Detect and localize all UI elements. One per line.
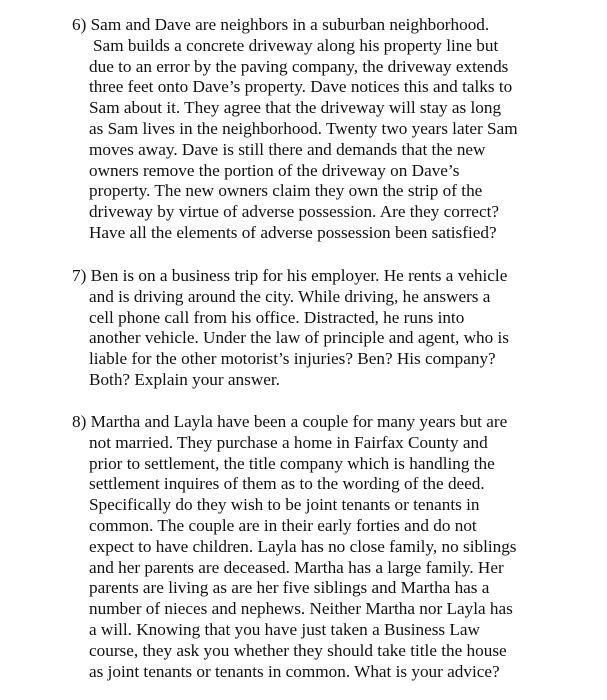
question-6-line-7: moves away. Dave is still there and demands that the new: [89, 139, 486, 159]
question-8-line-5: Specifically do they wish to be joint tenants or tenants in: [89, 495, 480, 515]
question-7-number: 7): [72, 266, 87, 285]
question-7-line-5: liable for the other motorist’s injuries? Ben? His company?: [89, 349, 496, 369]
question-7-line-3: cell phone call from his office. Distracted, he runs into: [89, 307, 465, 327]
question-7-line-2: and is driving around the city. While driving, he answers a: [89, 286, 491, 306]
question-8-line-8: and her parents are deceased. Martha has a large family. Her: [89, 557, 504, 577]
question-6-line-3: due to an error by the paving company, the driveway extends: [89, 56, 509, 76]
question-6-line-5: Sam about it. They agree that the driveway will stay as long: [89, 98, 502, 118]
question-8-line-9: parents are living as are her five siblings and Martha has a: [89, 578, 490, 598]
question-6-line-11: Have all the elements of adverse possession been satisfied?: [89, 222, 497, 242]
question-7: [72, 266, 552, 391]
question-6-line-2: Sam builds a concrete driveway along his property line but: [93, 35, 499, 55]
question-8-line-12: course, they ask you whether they should take title the house: [89, 640, 507, 660]
question-8-line-4: settlement inquires of them as to the wording of the deed.: [89, 474, 485, 494]
question-6-line-6: as Sam lives in the neighborhood. Twenty two years later Sam: [89, 118, 518, 138]
question-8-line-2: not married. They purchase a home in Fairfax County and: [89, 432, 488, 452]
question-6-line-4: three feet onto Dave’s property. Dave notices this and talks to: [89, 77, 513, 97]
question-8-number: 8): [72, 412, 87, 431]
question-8-line-10: number of nieces and nephews. Neither Martha nor Layla has: [89, 599, 513, 619]
question-6-line-1: 6) Sam and Dave are neighbors in a suburban neighborhood.: [72, 15, 490, 34]
question-8-line-7: expect to have children. Layla has no close family, no siblings: [89, 536, 517, 556]
question-6-line-9: property. The new owners claim they own the strip of the: [89, 181, 483, 201]
question-8-line-1: 8) Martha and Layla have been a couple for many years but are: [72, 412, 508, 431]
question-6-line-10: driveway by virtue of adverse possession. Are they correct?: [89, 202, 499, 222]
question-8-line-13: as joint tenants or tenants in common. What is your advice?: [89, 661, 500, 681]
question-7-line-4: another vehicle. Under the law of principle and agent, who is: [89, 328, 509, 348]
question-6: [72, 15, 552, 244]
question-8: [72, 412, 552, 682]
question-8-line-3: prior to settlement, the title company which is handling the: [89, 453, 495, 473]
question-8-line-6: common. The couple are in their early forties and do not: [89, 515, 477, 535]
question-6-number: 6): [72, 15, 87, 34]
question-6-line-8: owners remove the portion of the driveway on Dave’s: [89, 160, 460, 180]
question-8-line-11: a will. Knowing that you have just taken a Business Law: [89, 619, 480, 639]
question-7-line-6: Both? Explain your answer.: [89, 369, 280, 389]
question-7-line-1: 7) Ben is on a business trip for his employer. He rents a vehicle: [72, 266, 508, 285]
